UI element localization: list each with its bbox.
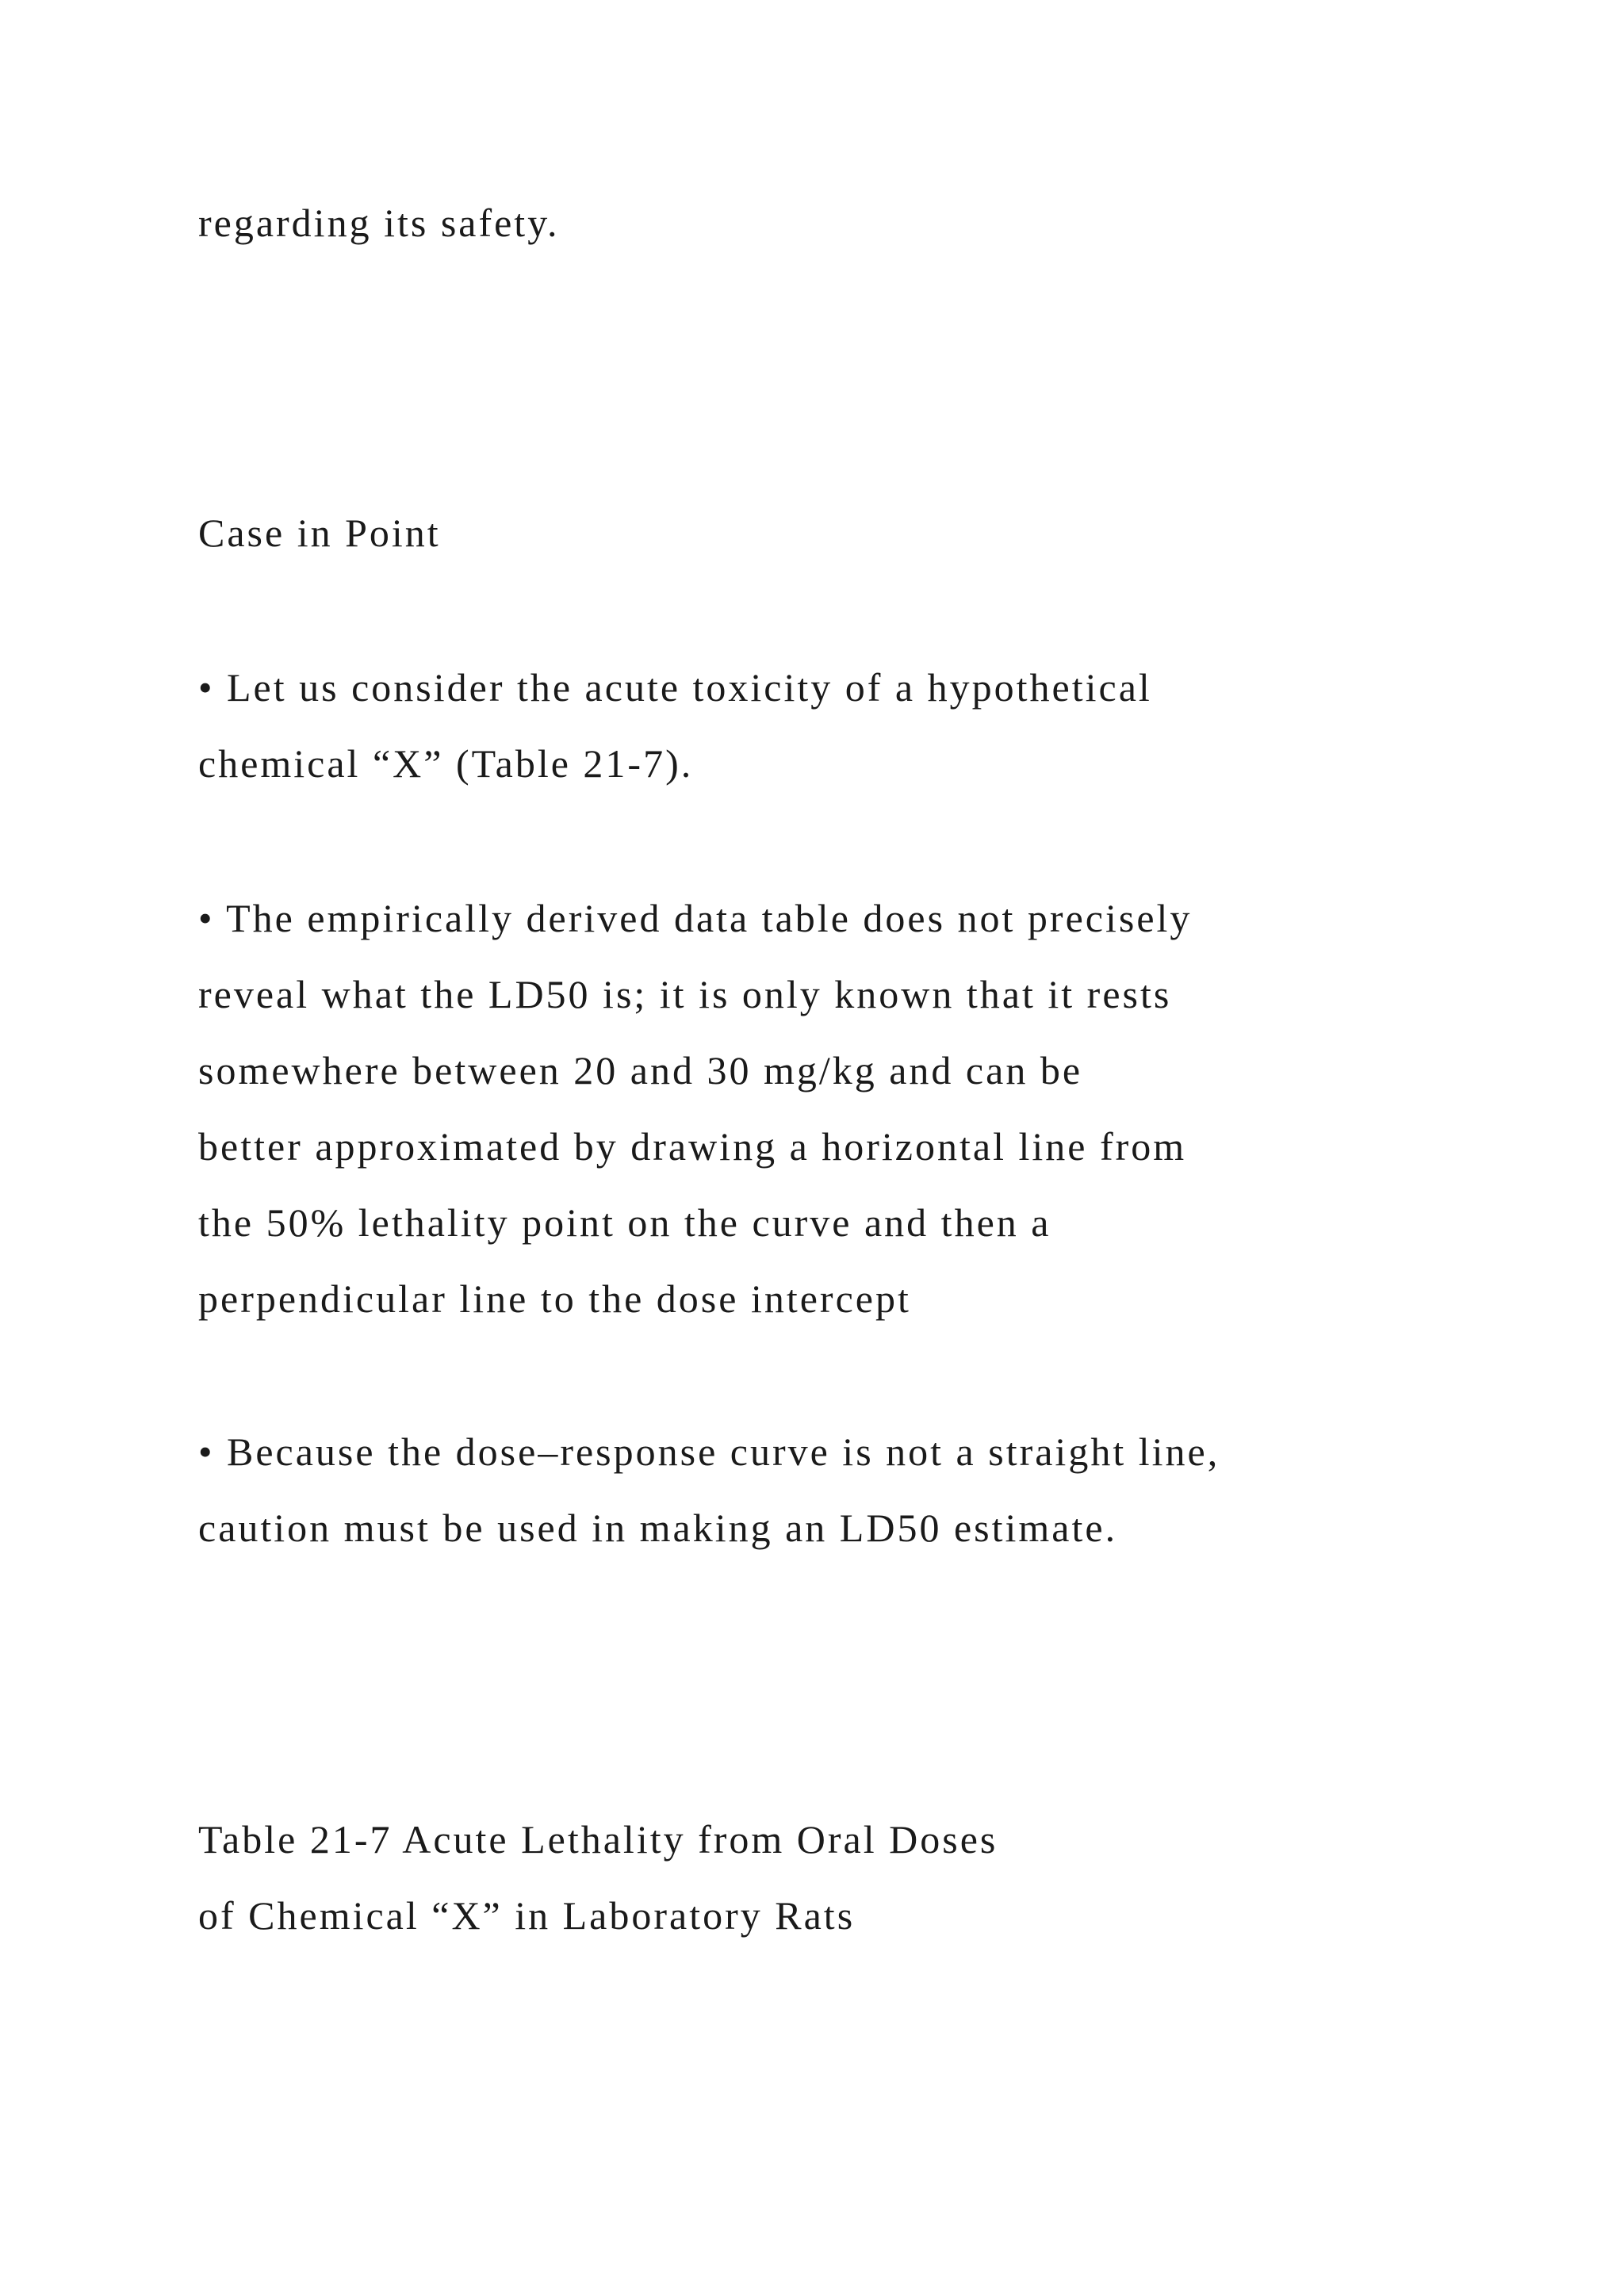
table-caption-line-1: Table 21-7 Acute Lethality from Oral Doses [198,1817,998,1862]
bullet-1-line-2: chemical “X” (Table 21-7). [198,741,694,786]
bullet-2-line-6: perpendicular line to the dose intercept [198,1276,911,1321]
bullet-1-line-1: • Let us consider the acute toxicity of a hypothetical [198,665,1152,710]
section-heading-case-in-point: Case in Point [198,511,441,555]
text-line-regarding-safety: regarding its safety. [198,201,560,245]
bullet-2-line-4: better approximated by drawing a horizontal line from [198,1124,1187,1169]
bullet-2-line-2: reveal what the LD50 is; it is only known that it rests [198,972,1172,1016]
bullet-2-line-1: • The empirically derived data table does not precisely [198,896,1193,940]
bullet-2-line-3: somewhere between 20 and 30 mg/kg and can be [198,1048,1083,1093]
table-caption-line-2: of Chemical “X” in Laboratory Rats [198,1893,856,1938]
bullet-3-line-2: caution must be used in making an LD50 estimate. [198,1506,1118,1550]
bullet-2-line-5: the 50% lethality point on the curve and then a [198,1200,1051,1245]
bullet-3-line-1: • Because the dose–response curve is not a straight line, [198,1429,1220,1474]
